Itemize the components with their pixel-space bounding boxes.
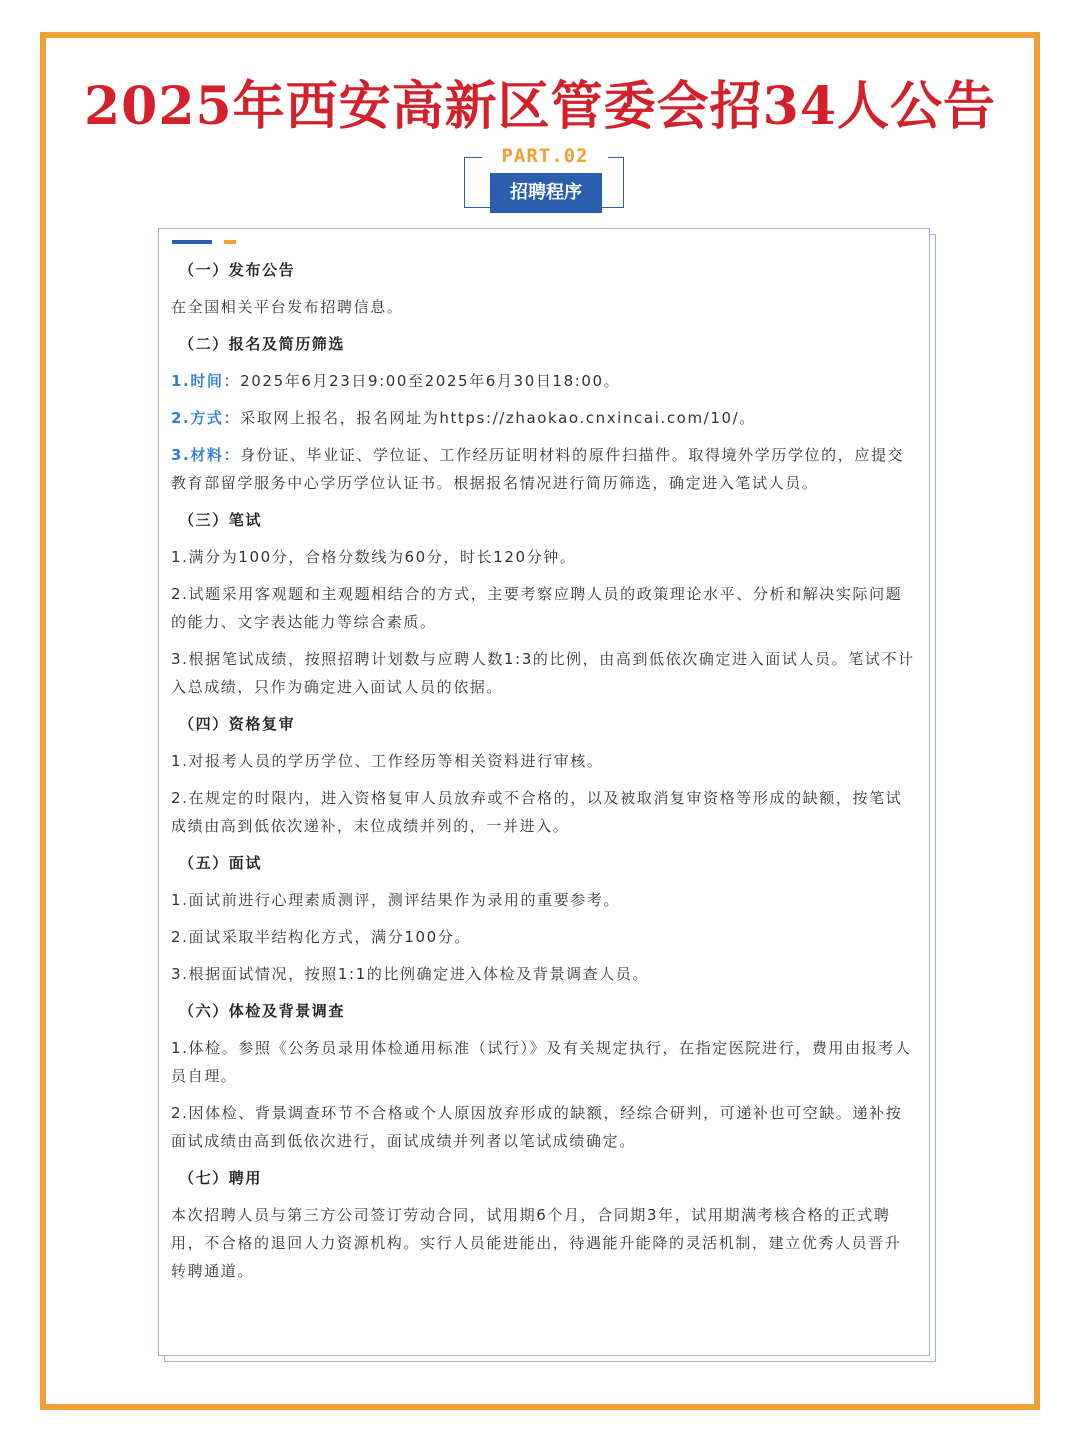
paragraph-text: 在全国相关平台发布招聘信息。 xyxy=(171,298,404,316)
paragraph-text: 1.满分为100分，合格分数线为60分，时长120分钟。 xyxy=(171,548,577,566)
procedure-content xyxy=(171,256,917,1294)
section-paragraph xyxy=(171,1201,917,1285)
section-paragraph xyxy=(171,404,917,432)
section-paragraph xyxy=(171,543,917,571)
section-heading: （六）体检及背景调查 xyxy=(179,1002,346,1020)
section-paragraph xyxy=(171,645,917,701)
paragraph-key: 1.时间： xyxy=(171,372,241,390)
section-heading: （三）笔试 xyxy=(179,511,263,529)
paragraph-text: 3.根据笔试成绩，按照招聘计划数与应聘人数1:3的比例，由高到低依次确定进入面试人员。笔试不计入总成绩，只作为确定进入面试人员的依据。 xyxy=(171,650,915,696)
section-heading: （五）面试 xyxy=(179,854,263,872)
paragraph-text: 1.面试前进行心理素质测评，测评结果作为录用的重要参考。 xyxy=(171,891,621,909)
part-header xyxy=(464,145,626,209)
paragraph-text: 2.面试采取半结构化方式，满分100分。 xyxy=(171,928,471,946)
paragraph-text: 1.体检。参照《公务员录用体检通用标准（试行）》及有关规定执行，在指定医院进行，费用由报考人员自理。 xyxy=(171,1039,912,1085)
paragraph-key: 3.材料： xyxy=(171,446,241,464)
paragraph-text: 1.对报考人员的学历学位、工作经历等相关资料进行审核。 xyxy=(171,752,604,770)
decor-bar-orange xyxy=(224,240,236,244)
section-paragraph xyxy=(171,784,917,840)
section-paragraph xyxy=(171,1099,917,1155)
section-paragraph xyxy=(171,293,917,321)
paragraph-text: 2.试题采用客观题和主观题相结合的方式，主要考察应聘人员的政策理论水平、分析和解决实际问题的能力、文字表达能力等综合素质。 xyxy=(171,585,903,631)
paragraph-key: 2.方式： xyxy=(171,409,241,427)
part-label: PART.02 xyxy=(482,145,608,167)
paragraph-text: 2.因体检、背景调查环节不合格或个人原因放弃形成的缺额，经综合研判，可递补也可空缺。递补按面试成绩由高到低依次进行，面试成绩并列者以笔试成绩确定。 xyxy=(171,1104,903,1150)
section-paragraph xyxy=(171,923,917,951)
paragraph-text: 2025年6月23日9:00至2025年6月30日18:00。 xyxy=(240,372,621,390)
paragraph-text: 采取网上报名，报名网址为https://zhaokao.cnxincai.com/10/。 xyxy=(240,409,756,427)
section-paragraph xyxy=(171,960,917,988)
section-heading: （四）资格复审 xyxy=(179,715,296,733)
section-heading: （七）聘用 xyxy=(179,1169,263,1187)
section-paragraph xyxy=(171,441,917,497)
section-heading: （一）发布公告 xyxy=(179,261,296,279)
section-heading: （二）报名及简历筛选 xyxy=(179,335,346,353)
page-title: 2025年西安高新区管委会招34人公告 xyxy=(83,76,997,137)
part-badge: 招聘程序 xyxy=(490,173,602,213)
section-paragraph xyxy=(171,580,917,636)
section-paragraph xyxy=(171,747,917,775)
paragraph-text: 3.根据面试情况，按照1:1的比例确定进入体检及背景调查人员。 xyxy=(171,965,650,983)
decor-bar-blue xyxy=(172,240,212,244)
paragraph-text: 本次招聘人员与第三方公司签订劳动合同，试用期6个月，合同期3年，试用期满考核合格的正式聘用，不合格的退回人力资源机构。实行人员能进能出，待遇能升能降的灵活机制，建立优秀人员晋升转聘通道。 xyxy=(171,1206,902,1280)
paragraph-text: 2.在规定的时限内，进入资格复审人员放弃或不合格的，以及被取消复审资格等形成的缺额，按笔试成绩由高到低依次递补，末位成绩并列的，一并进入。 xyxy=(171,789,903,835)
section-paragraph xyxy=(171,886,917,914)
section-paragraph xyxy=(171,1034,917,1090)
paragraph-text: 身份证、毕业证、学位证、工作经历证明材料的原件扫描件。取得境外学历学位的，应提交教育部留学服务中心学历学位认证书。根据报名情况进行简历筛选，确定进入笔试人员。 xyxy=(171,446,905,492)
section-paragraph xyxy=(171,367,917,395)
